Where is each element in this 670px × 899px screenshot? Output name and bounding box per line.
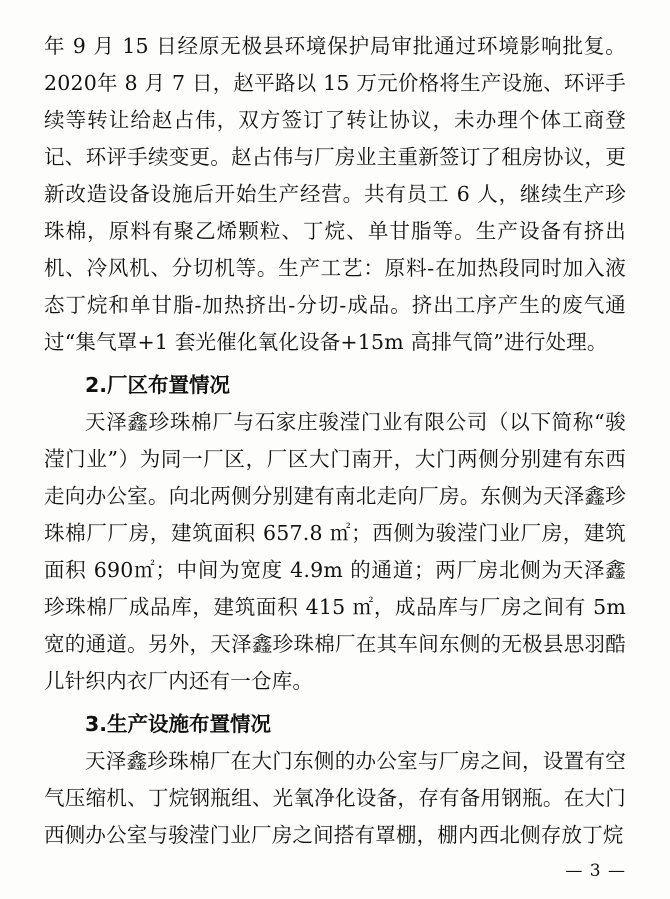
- paragraph-3: 天泽鑫珍珠棉厂在大门东侧的办公室与厂房之间，设置有空气压缩机、丁烷钢瓶组、光氧净化设备，存有备用钢瓶。在大门西侧办公室与骏滢门业厂房之间搭有罩棚，棚内西北侧存放丁烷: [44, 749, 626, 847]
- paragraph-1: 年 9 月 15 日经原无极县环境保护局审批通过环境影响批复。2020年 8 月 7 日，赵平路以 15 万元价格将生产设施、环评手续等转让给赵占伟，双方签订了转让协议，未办理个体工商登记、环评手续变更。赵占伟与厂房业主重新签订了租房协议，更新改造设备设施后开始生产经营。共有员工 6 人，继续生产珍珠棉，原料有聚乙烯颗粒、丁烷、单甘脂等。生产设备有挤出机、冷风机、分切机等。生产工艺：原料-在加热段同时加入液态丁烷和单甘脂-加热挤出-分切-成品。挤出工序产生的废气通过“集气罩+1 套光催化氧化设备+15m 高排气筒”进行处理。: [44, 34, 626, 354]
- section-heading-2: 2.厂区布置情况: [85, 373, 231, 397]
- page-number: — 3 —: [565, 861, 626, 881]
- section-heading-3: 3.生产设施布置情况: [85, 712, 272, 736]
- paragraph-2: 天泽鑫珍珠棉厂与石家庄骏滢门业有限公司（以下简称“骏滢门业”）为同一厂区，厂区大门南开，大门两侧分别建有东西走向办公室。向北两侧分别建有南北走向厂房。东侧为天泽鑫珍珠棉厂厂房，建筑面积 657.8 ㎡；西侧为骏滢门业厂房，建筑面积 690㎡；中间为宽度 4.9m 的通道；两厂房北侧为天泽鑫珍珠棉厂成品库，建筑面积 415 ㎡，成品库与厂房之间有 5m 宽的通道。另外，天泽鑫珍珠棉厂在其车间东侧的无极县思羽酷儿针织内衣厂内还有一仓库。: [44, 410, 626, 693]
